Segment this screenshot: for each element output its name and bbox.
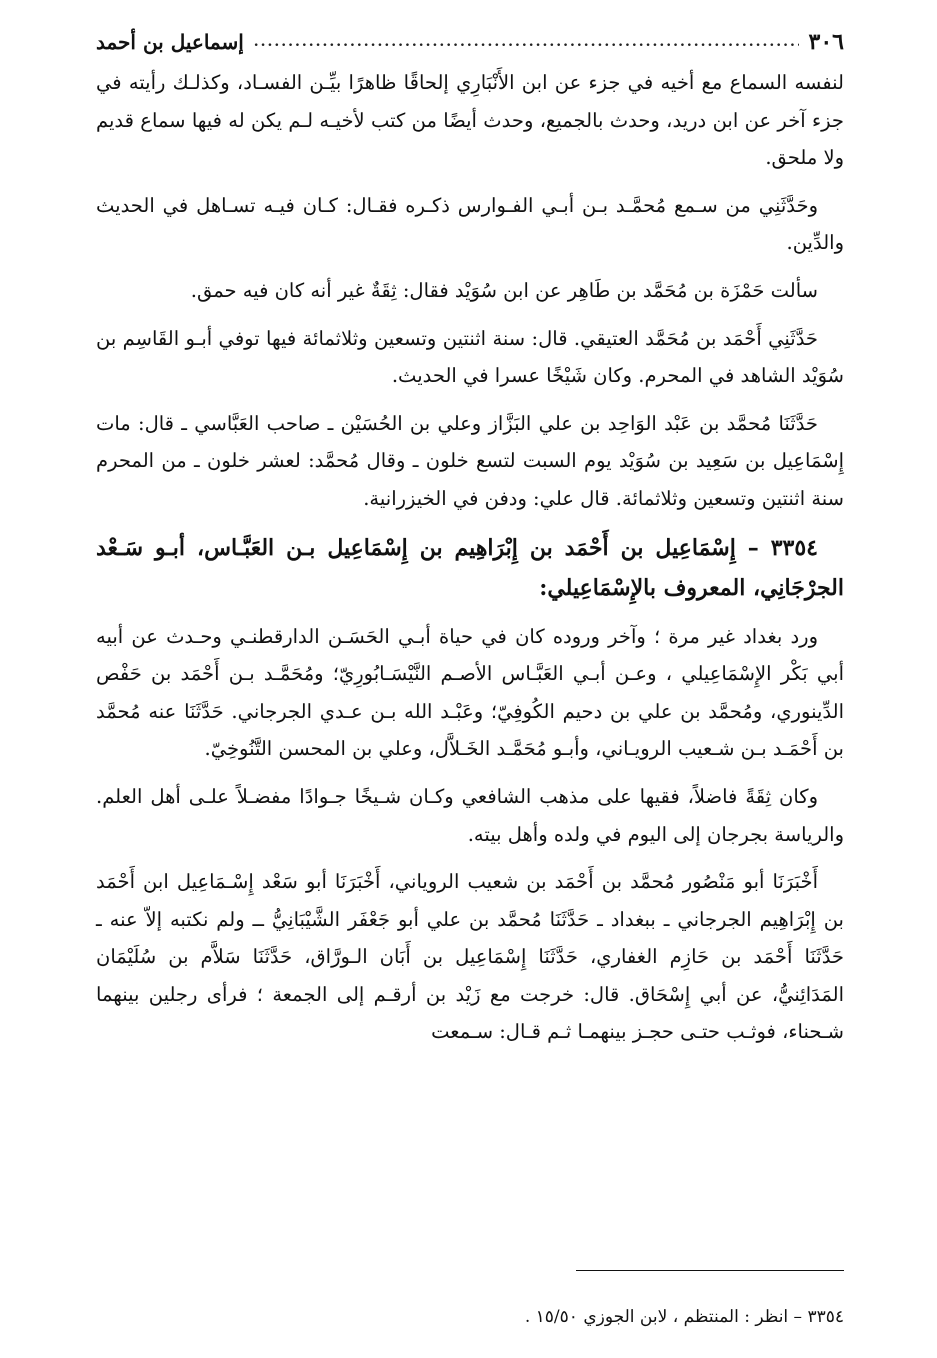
paragraph: أَخْبَرَنَا أبو مَنْصُور مُحمَّد بن أَحْمَد بن شعيب الروياني، أَخْبَرَنَا أبو سَعْد إِسْـمَاعِيل ابن أَحْمَد بن إِبْرَاهِيم الجرجاني ـ ببغداد ـ حَدَّثَنَا مُحمَّد بن علي أبو جَعْفَر الشَّيْبَانِيُّ ــ ولم نكتبه إلاّ عنه ـ حَدَّثَنَا أَحْمَد بن حَازِم الغفاري، حَدَّثَنَا إِسْمَاعِيل بن أَبَان الـورَّاق، حَدَّثَنَا سَلاَّم بن سُلَيْمَان المَدَائِنيُّ، عن أبي إِسْحَاق. قال: خرجت مع زَيْد بن أرقـم إلى الجمعة ؛ فرأى رجلين بينهما شـحناء، فوثـب حتـى حجـز بينهمـا ثـم قـال: سـمعت — [96, 870, 844, 1044]
header-dot-leader — [254, 24, 799, 60]
paragraph: حَدَّثَنَا مُحمَّد بن عَبْد الوَاحِد بن علي البَزَّاز وعلي بن الحُسَيْن ـ صاحب العَبَّاسي ـ قال: مات إِسْمَاعِيل بن سَعِيد بن سُوَيْد يوم السبت لتسع خلون ـ وقال مُحمَّد: لعشر خلون ـ من المحرم سنة اثنتين وتسعين وثلاثمائة. قال علي: ودفن في الخيزرانية. — [96, 411, 844, 510]
paragraph: وكان ثِقَةً فاضلاً، فقيها على مذهب الشافعي وكـان شـيخًا جـوادًا مفضـلاً علـى أهل العلم. والرياسة بجرجان إلى اليوم في ولده وأهل بيته. — [96, 784, 844, 846]
entry-heading: ٣٣٥٤ – إِسْمَاعِيل بن أَحْمَد بن إِبْرَاهِيم بن إِسْمَاعِيل بـن العَبَّـاس، أبـو سَـعْد الجرْجَانِي، المعروف بالإِسْمَاعِيلي: — [96, 534, 844, 601]
paragraph: حَدَّثَنِي أَحْمَد بن مُحَمَّد العتيقي. قال: سنة اثنتين وتسعين وثلاثمائة فيها توفي أبـو القَاسِم بن سُوَيْد الشاهد في المحرم. وكان شَيْخًا عسرا في الحديث. — [96, 326, 844, 388]
page-number: ٣٠٦ — [808, 29, 844, 55]
paragraph: وحَدَّثَنِي من سـمع مُحمَّـد بـن أبـي الفـوارس ذكـره فقـال: كـان فيـه تسـاهل في الحديث والدِّين. — [96, 193, 844, 255]
paragraph: لنفسه السماع مع أخيه في جزء عن ابن الأَنْبَارِي إلحاقًا ظاهرًا بيِّـن الفسـاد، وكذلـك رأيته في جزء آخر عن ابن دريد، وحدث بالجميع، وحدث أيضًا من كتب لأخيـه لـم يكن له فيها سماع قديم ولا ملحق. — [96, 71, 844, 170]
paragraph: سألت حَمْزَة بن مُحَمَّد بن طَاهِر عن ابن سُوَيْد فقال: ثِقَةٌ غير أنه كان فيه حمق. — [190, 278, 818, 302]
footnote-separator — [576, 1270, 844, 1271]
main-text — [96, 64, 844, 1051]
paragraph: ورد بغداد غير مرة ؛ وآخر وروده كان في حياة أبـي الحَسَـن الدارقطنـي وحـدث عن أبيه أبي بَكْر الإِسْمَاعِيلي ، وعـن أبـي العَبَّـاس الأصـم النَّيْسَـابُورِيّ؛ ومُحَمَّـد بـن أَحْمَد بن حَفْص الدِّينوري، ومُحمَّد بن علي بن دحيم الكُوفِيّ؛ وعَبْـد الله بـن عـدي الجرجاني. حَدَّثَنَا عنه مُحمَّد بن أَحْمَـد بـن شـعيب الرويـاني، وأبـو مُحَمَّـد الخَـلاَّل، وعلي بن المحسن التَّنُوخِيّ. — [96, 624, 844, 761]
running-title: إسماعيل بن أحمد — [96, 30, 244, 54]
footnote: ٣٣٥٤ – انظر : المنتظم ، لابن الجوزي ١٥/٥٠ . — [524, 1307, 844, 1327]
running-header — [96, 24, 844, 60]
book-page — [96, 24, 844, 1334]
